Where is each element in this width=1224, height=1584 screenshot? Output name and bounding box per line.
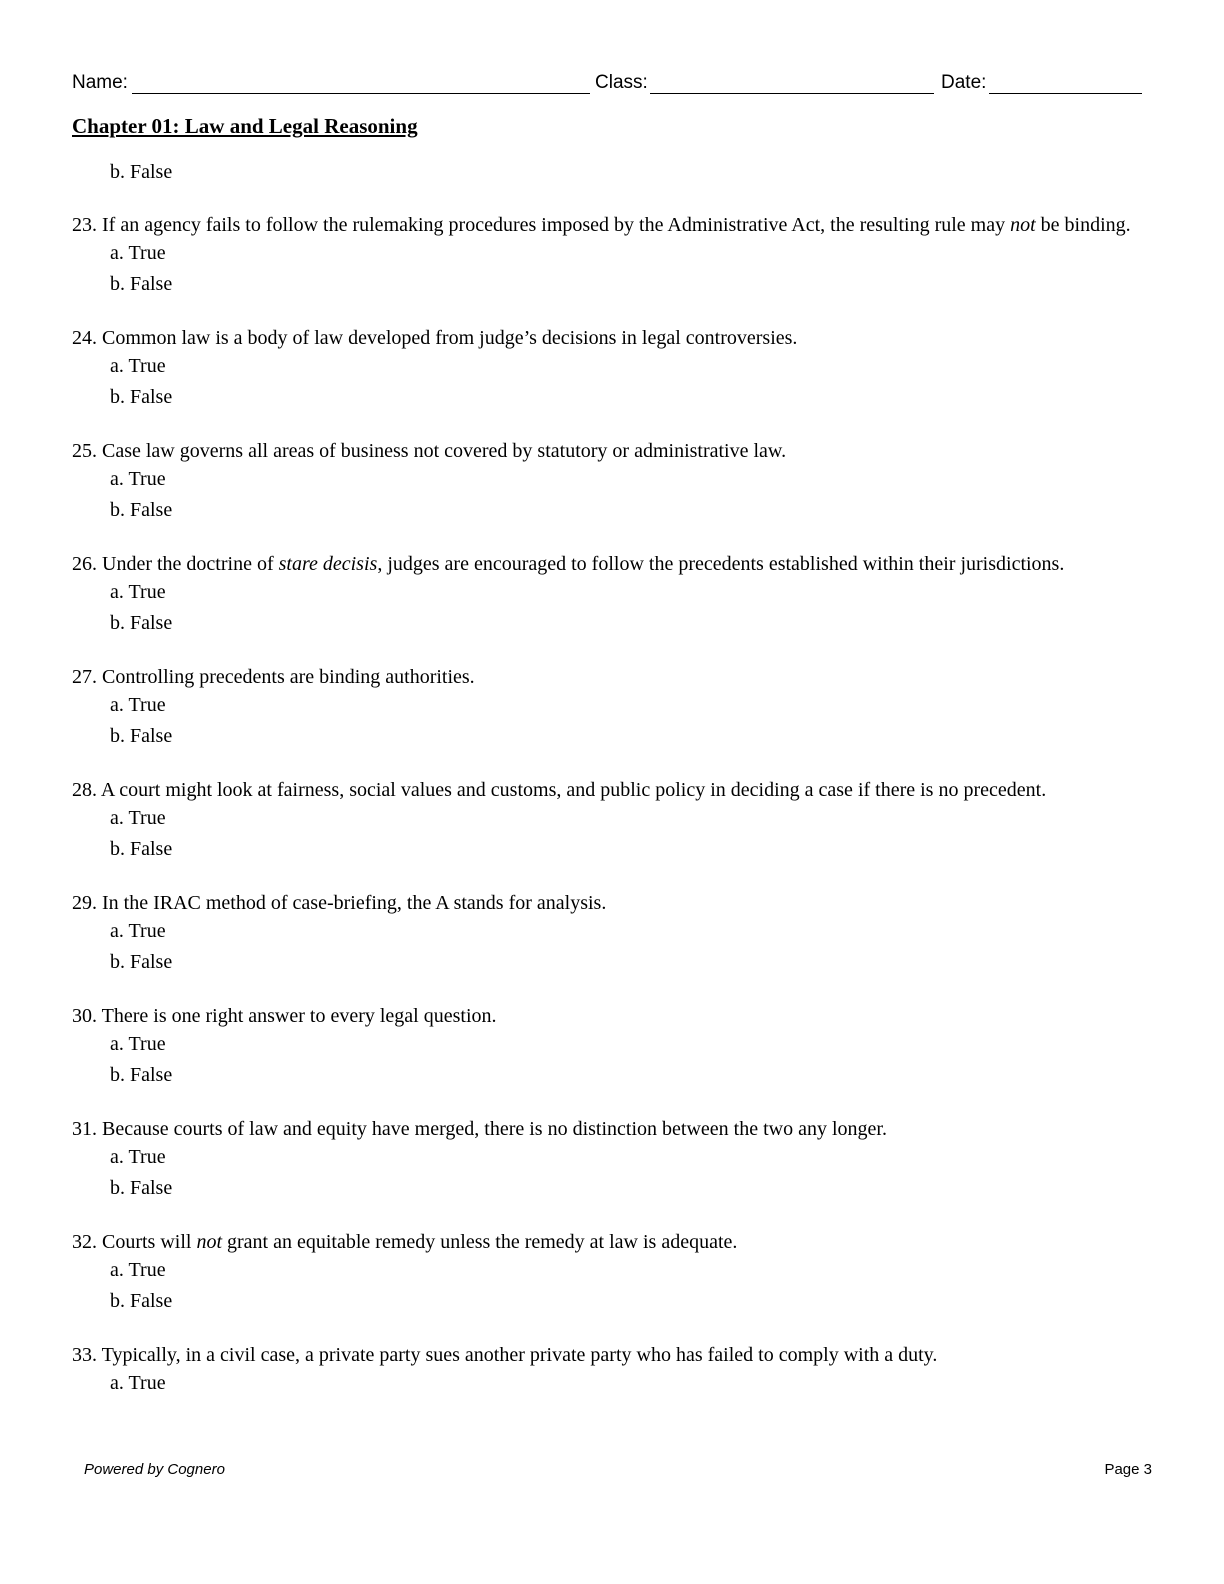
- question-text: [72, 1343, 1147, 1368]
- answer-option[interactable]: a. True: [110, 1033, 166, 1055]
- class-label: Class:: [595, 72, 648, 93]
- answer-option[interactable]: a. True: [110, 807, 166, 829]
- question-text-segment: 27. Controlling precedents are binding authorities.: [72, 666, 475, 688]
- page-number: Page 3: [1104, 1461, 1152, 1478]
- question-text: [72, 213, 1147, 238]
- question-text: [72, 1117, 1147, 1142]
- answer-option[interactable]: a. True: [110, 355, 166, 377]
- question-item: [72, 665, 1147, 753]
- question-text-emphasis: not: [196, 1231, 223, 1253]
- answer-option[interactable]: a. True: [110, 920, 166, 942]
- question-text-segment: 23. If an agency fails to follow the rulemaking procedures imposed by the Administrative Act, the resulting rule may: [72, 214, 1011, 236]
- question-item: [72, 1004, 1147, 1092]
- question-text: [72, 665, 1147, 690]
- question-text: [72, 891, 1147, 916]
- question-item: [72, 1117, 1147, 1205]
- answer-option[interactable]: a. True: [110, 694, 166, 716]
- answer-option[interactable]: b. False: [110, 951, 173, 973]
- question-text: [72, 1230, 1147, 1255]
- question-text-emphasis: not: [1010, 214, 1036, 236]
- class-field-line[interactable]: [650, 93, 934, 94]
- question-item: [72, 213, 1147, 301]
- question-text-emphasis: stare decisis: [278, 553, 378, 575]
- question-text-segment: grant an equitable remedy unless the remedy at law is adequate.: [222, 1231, 738, 1253]
- date-label: Date:: [941, 72, 987, 93]
- student-info-header: [72, 70, 1142, 98]
- answer-option[interactable]: a. True: [110, 468, 166, 490]
- question-text: [72, 326, 1147, 351]
- question-text-segment: be binding.: [1035, 214, 1131, 236]
- question-text-segment: 26. Under the doctrine of: [72, 553, 279, 575]
- question-item: [72, 1230, 1147, 1318]
- answer-option[interactable]: b. False: [110, 1290, 173, 1312]
- question-text-segment: 30. There is one right answer to every legal question.: [72, 1005, 497, 1027]
- answer-option[interactable]: b. False: [110, 273, 173, 295]
- question-text-segment: 29. In the IRAC method of case-briefing, the A stands for analysis.: [72, 892, 607, 914]
- question-text-segment: 25. Case law governs all areas of business not covered by statutory or administrative law.: [72, 440, 787, 462]
- powered-by-footer: Powered by Cognero: [84, 1461, 225, 1478]
- chapter-title: Chapter 01: Law and Legal Reasoning: [72, 114, 418, 138]
- question-text-segment: , judges are encouraged to follow the precedents established within their jurisdictions.: [377, 553, 1065, 575]
- question-text-segment: 28. A court might look at fairness, social values and customs, and public policy in deciding a case if there is no precedent.: [72, 779, 1047, 801]
- question-item: [72, 439, 1147, 527]
- answer-option[interactable]: a. True: [110, 1259, 166, 1281]
- answer-option[interactable]: b. False: [110, 386, 173, 408]
- question-text: [72, 439, 1147, 464]
- name-label: Name:: [72, 72, 128, 93]
- question-text-segment: 33. Typically, in a civil case, a private party sues another private party who has failed to comply with a duty.: [72, 1344, 938, 1366]
- question-text-segment: 31. Because courts of law and equity have merged, there is no distinction between the two any longer.: [72, 1118, 887, 1140]
- question-text: [72, 1004, 1147, 1029]
- answer-option[interactable]: a. True: [110, 581, 166, 603]
- question-text-segment: 24. Common law is a body of law developed from judge’s decisions in legal controversies.: [72, 327, 798, 349]
- question-item: [72, 778, 1147, 866]
- question-item: [72, 326, 1147, 414]
- question-item: [72, 552, 1147, 640]
- question-item: [72, 1343, 1147, 1400]
- answer-option[interactable]: a. True: [110, 1372, 166, 1394]
- question-text-segment: 32. Courts will: [72, 1231, 197, 1253]
- answer-option[interactable]: b. False: [110, 1177, 173, 1199]
- question-text: [72, 778, 1147, 803]
- question-item: [72, 891, 1147, 979]
- name-field-line[interactable]: [132, 93, 590, 94]
- answer-option[interactable]: b. False: [110, 1064, 173, 1086]
- question-list: [72, 160, 1147, 1425]
- answer-option[interactable]: a. True: [110, 242, 166, 264]
- date-field-line[interactable]: [989, 93, 1142, 94]
- question-text: [72, 552, 1147, 577]
- answer-option[interactable]: a. True: [110, 1146, 166, 1168]
- answer-option[interactable]: b. False: [110, 838, 173, 860]
- answer-option[interactable]: b. False: [110, 499, 173, 521]
- answer-option[interactable]: b. False: [110, 725, 173, 747]
- continued-option: b. False: [110, 161, 173, 183]
- answer-option[interactable]: b. False: [110, 612, 173, 634]
